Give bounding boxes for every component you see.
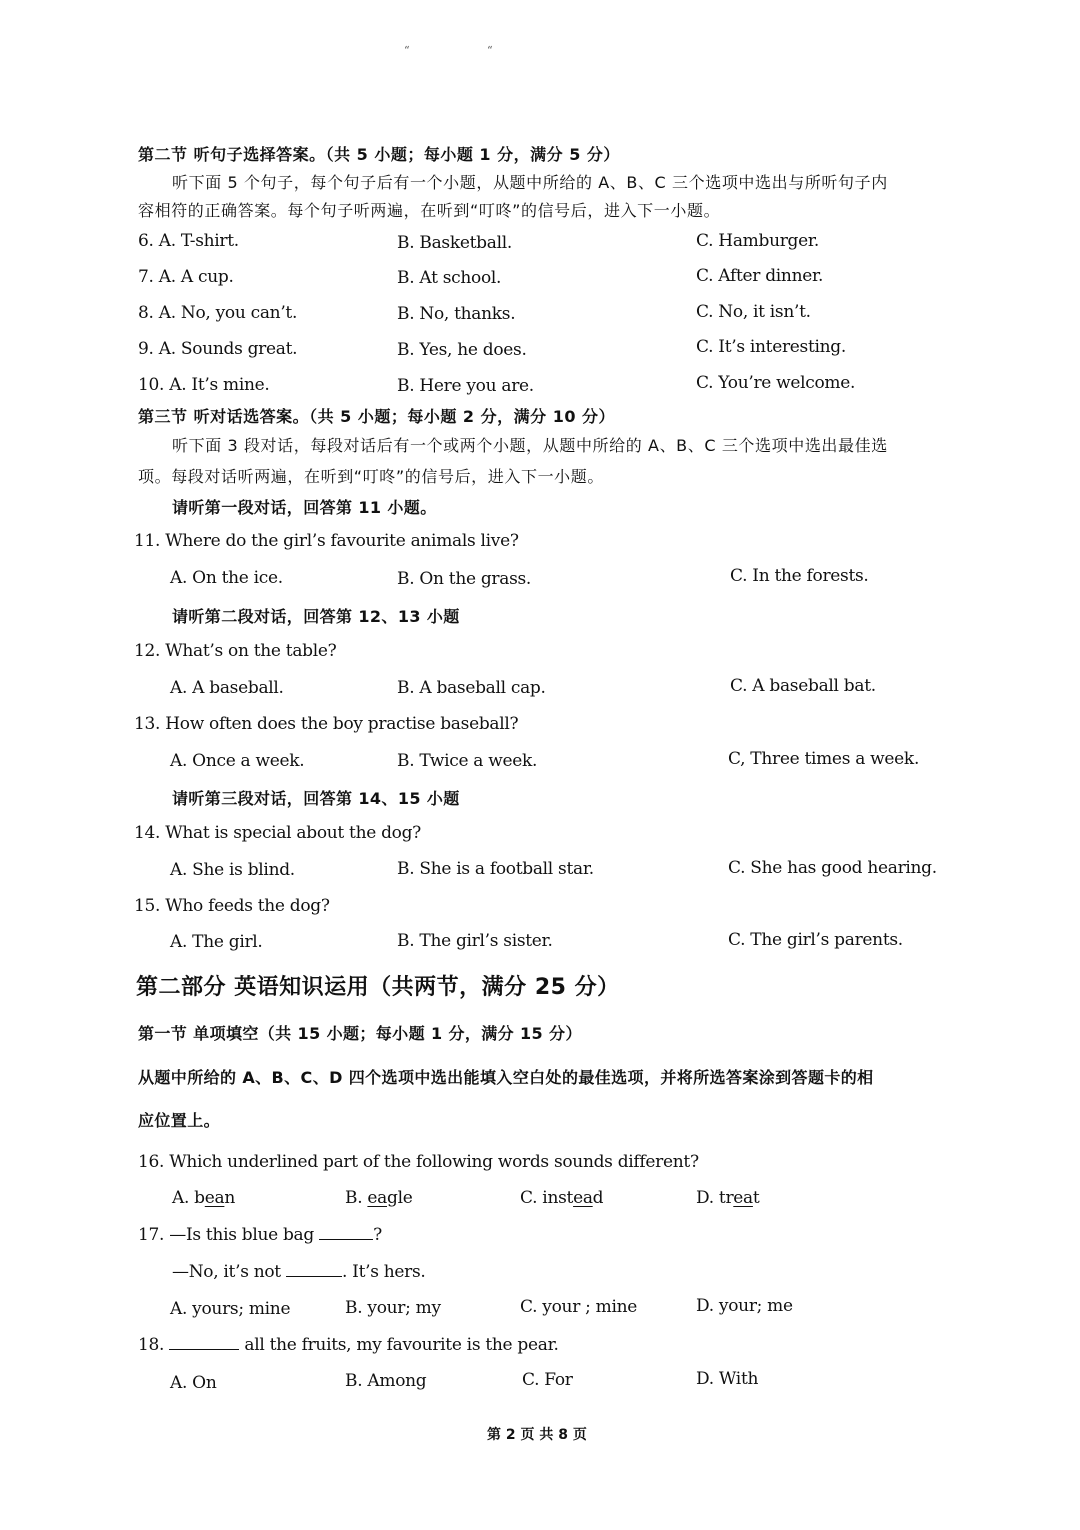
q18-option-b: B. Among xyxy=(345,1371,427,1391)
dialog1-instruction: 请听第一段对话，回答第 11 小题。 xyxy=(172,498,437,517)
answer-blank xyxy=(286,1275,342,1277)
q7-option-a: 7. A. A cup. xyxy=(138,267,234,287)
q17-option-a: A. yours; mine xyxy=(170,1299,291,1319)
q12-option-b: B. A baseball cap. xyxy=(397,678,546,698)
q16-stem: 16. Which underlined part of the following words sounds different? xyxy=(138,1152,699,1172)
page-number: 第 2 页 共 8 页 xyxy=(487,1427,587,1443)
answer-blank xyxy=(169,1348,239,1350)
q9-option-b: B. Yes, he does. xyxy=(397,340,527,360)
q16-option-b: B. eagle xyxy=(345,1188,413,1208)
q15-option-a: A. The girl. xyxy=(170,932,263,952)
q15-stem: 15. Who feeds the dog? xyxy=(134,896,330,916)
underlined-letters: ea xyxy=(204,1188,225,1208)
part2-instruction-line1: 从题中所给的 A、B、C、D 四个选项中选出能填入空白处的最佳选项，并将所选答案涂到答题卡的相 xyxy=(138,1068,874,1087)
q11-option-a: A. On the ice. xyxy=(170,568,283,588)
q17-option-c: C. your ; mine xyxy=(520,1297,638,1317)
part2-subsection-title: 第一节 单项填空（共 15 小题；每小题 1 分，满分 15 分） xyxy=(138,1024,582,1043)
q10-option-c: C. You’re welcome. xyxy=(696,373,856,393)
q18-option-c: C. For xyxy=(522,1370,573,1390)
part2-instruction-line2: 应位置上。 xyxy=(138,1111,221,1130)
top-mark-left: “ xyxy=(404,44,410,57)
q16-option-d: D. treat xyxy=(696,1188,760,1208)
q16-option-a: A. bean xyxy=(172,1188,236,1208)
q16-option-c: C. instead xyxy=(520,1188,604,1208)
dialog3-instruction: 请听第三段对话，回答第 14、15 小题 xyxy=(172,789,460,808)
q8-option-a: 8. A. No, you can’t. xyxy=(138,303,298,323)
q9-option-c: C. It’s interesting. xyxy=(696,337,846,357)
q6-option-c: C. Hamburger. xyxy=(696,231,819,251)
q6-option-a: 6. A. T-shirt. xyxy=(138,231,239,251)
q15-option-c: C. The girl’s parents. xyxy=(728,930,903,950)
dialog2-instruction: 请听第二段对话，回答第 12、13 小题 xyxy=(172,607,460,626)
section2-title: 第二节 听句子选择答案。（共 5 小题；每小题 1 分，满分 5 分） xyxy=(138,145,620,164)
q7-option-b: B. At school. xyxy=(397,268,502,288)
q8-option-b: B. No, thanks. xyxy=(397,304,516,324)
q13-option-b: B. Twice a week. xyxy=(397,751,538,771)
q13-stem: 13. How often does the boy practise baseball? xyxy=(134,714,519,734)
q17-option-b: B. your; my xyxy=(345,1298,441,1318)
q11-stem: 11. Where do the girl’s favourite animals live? xyxy=(134,531,519,551)
q13-option-a: A. Once a week. xyxy=(170,751,305,771)
section3-instruction-line2: 项。每段对话听两遍，在听到“叮咚”的信号后，进入下一小题。 xyxy=(138,467,604,486)
q14-stem: 14. What is special about the dog? xyxy=(134,823,421,843)
q14-option-b: B. She is a football star. xyxy=(397,859,594,879)
q9-option-a: 9. A. Sounds great. xyxy=(138,339,298,359)
q13-option-c: C, Three times a week. xyxy=(728,749,920,769)
underlined-letters: ea xyxy=(367,1188,388,1208)
q18-option-a: A. On xyxy=(170,1373,217,1393)
underlined-letters: ea xyxy=(733,1188,753,1208)
q17-line2: —No, it’s not . It’s hers. xyxy=(172,1262,426,1282)
q14-option-a: A. She is blind. xyxy=(170,860,295,880)
q11-option-c: C. In the forests. xyxy=(730,566,869,586)
section2-instruction-line2: 容相符的正确答案。每个句子听两遍，在听到“叮咚”的信号后，进入下一小题。 xyxy=(138,201,721,220)
q12-option-c: C. A baseball bat. xyxy=(730,676,876,696)
q8-option-c: C. No, it isn’t. xyxy=(696,302,811,322)
q14-option-c: C. She has good hearing. xyxy=(728,858,937,878)
section2-instruction-line1: 听下面 5 个句子，每个句子后有一个小题，从题中所给的 A、B、C 三个选项中选出与所听句子内 xyxy=(172,173,888,192)
part2-title: 第二部分 英语知识运用（共两节，满分 25 分） xyxy=(136,975,620,1000)
q15-option-b: B. The girl’s sister. xyxy=(397,931,553,951)
q10-option-a: 10. A. It’s mine. xyxy=(138,375,270,395)
q6-option-b: B. Basketball. xyxy=(397,233,512,253)
answer-blank xyxy=(319,1238,373,1240)
q18-option-d: D. With xyxy=(696,1369,759,1389)
top-mark-right: “ xyxy=(487,44,493,57)
q11-option-b: B. On the grass. xyxy=(397,569,532,589)
underlined-letters: ea xyxy=(573,1188,593,1208)
q17-option-d: D. your; me xyxy=(696,1296,793,1316)
q7-option-c: C. After dinner. xyxy=(696,266,824,286)
q12-option-a: A. A baseball. xyxy=(170,678,284,698)
q18-stem: 18. all the fruits, my favourite is the pear. xyxy=(138,1335,559,1355)
section3-title: 第三节 听对话选答案。（共 5 小题；每小题 2 分，满分 10 分） xyxy=(138,407,616,426)
section3-instruction-line1: 听下面 3 段对话，每段对话后有一个或两个小题，从题中所给的 A、B、C 三个选项中选出最佳选 xyxy=(172,436,888,455)
q12-stem: 12. What’s on the table? xyxy=(134,641,337,661)
q10-option-b: B. Here you are. xyxy=(397,376,534,396)
q17-line1: 17. —Is this blue bag ? xyxy=(138,1225,382,1245)
